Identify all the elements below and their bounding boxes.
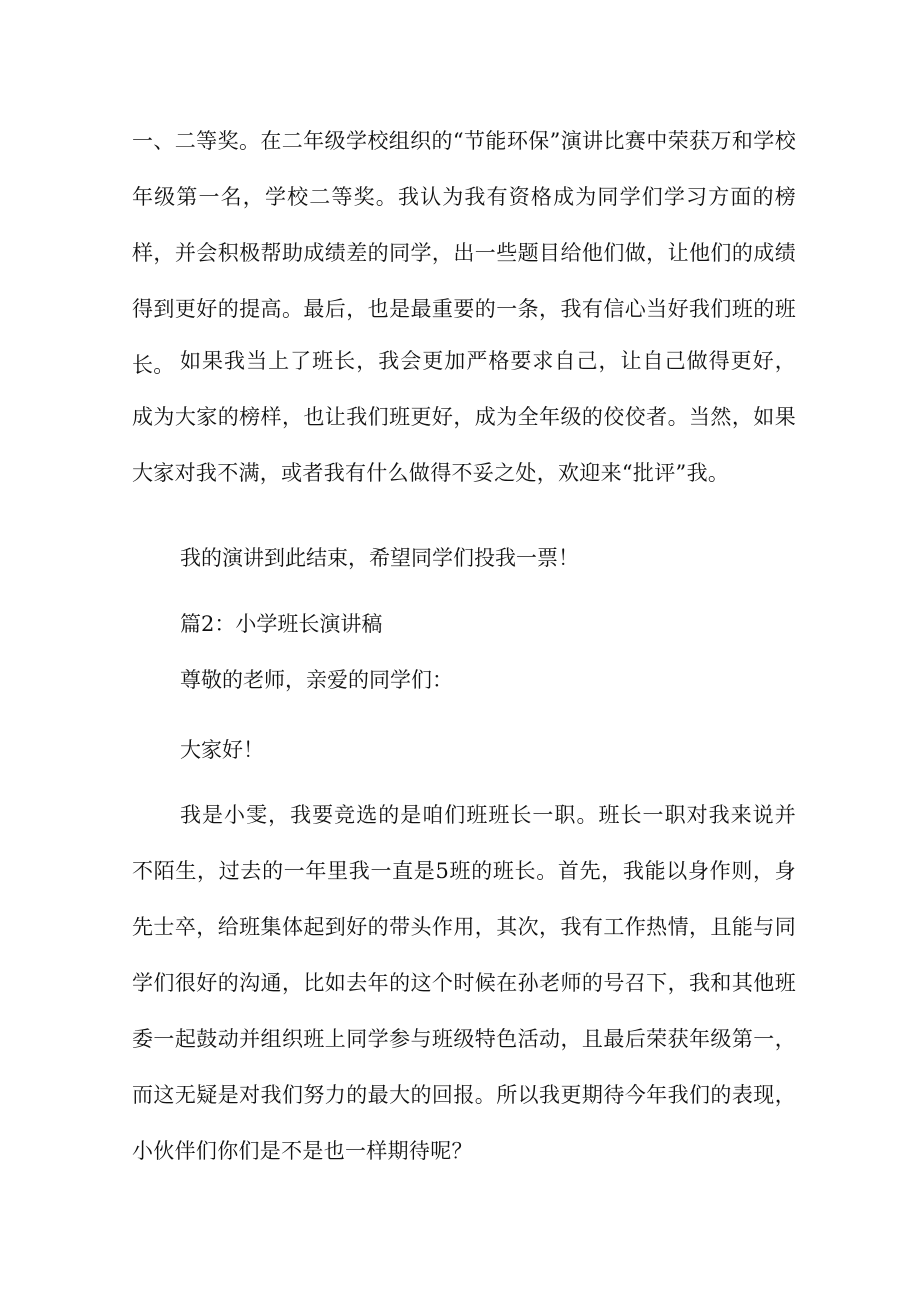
salutation: 尊敬的老师，亲爱的同学们： bbox=[180, 668, 453, 692]
paragraph-introduction: 我是小雯，我要竞选的是咱们班班长一职。班长一职对我来说并不陌生，过去的一年里我一直是5班的班长。首先，我能以身作则，身先士卒，给班集体起到好的带头作用，其次，我有工作热情，且能与同学们很好的沟通，比如去年的这个时候在孙老师的号召下，我和其他班委一起鼓动并组织班上同学参与班级特色活动，且最后荣获年级第一，而这无疑是对我们努力的最大的回报。所以我更期待今年我们的表现，小伙伴们你们是不是也一样期待呢？ bbox=[132, 803, 796, 1163]
paragraph-if-elected: 如果我当上了班长，我会更加严格要求自己，让自己做得更好，成为大家的榜样，也让我们班更好，成为全年级的佼佼者。当然，如果大家对我不满，或者我有什么做得不妥之处，欢迎来“批评”我。 bbox=[132, 349, 796, 485]
paragraph-closing: 我的演讲到此结束，希望同学们投我一票！ bbox=[180, 546, 579, 570]
section-title: 篇2：小学班长演讲稿 bbox=[180, 612, 383, 636]
paragraph-awards: 一、二等奖。在二年级学校组织的“节能环保”演讲比赛中荣获万和学校年级第一名，学校二等奖。我认为我有资格成为同学们学习方面的榜样，并会积极帮助成绩差的同学，出一些题目给他们做，让他们的成绩得到更好的提高。最后，也是最重要的一条，我有信心当好我们班的班长。 bbox=[132, 129, 796, 377]
greeting: 大家好！ bbox=[180, 738, 264, 762]
